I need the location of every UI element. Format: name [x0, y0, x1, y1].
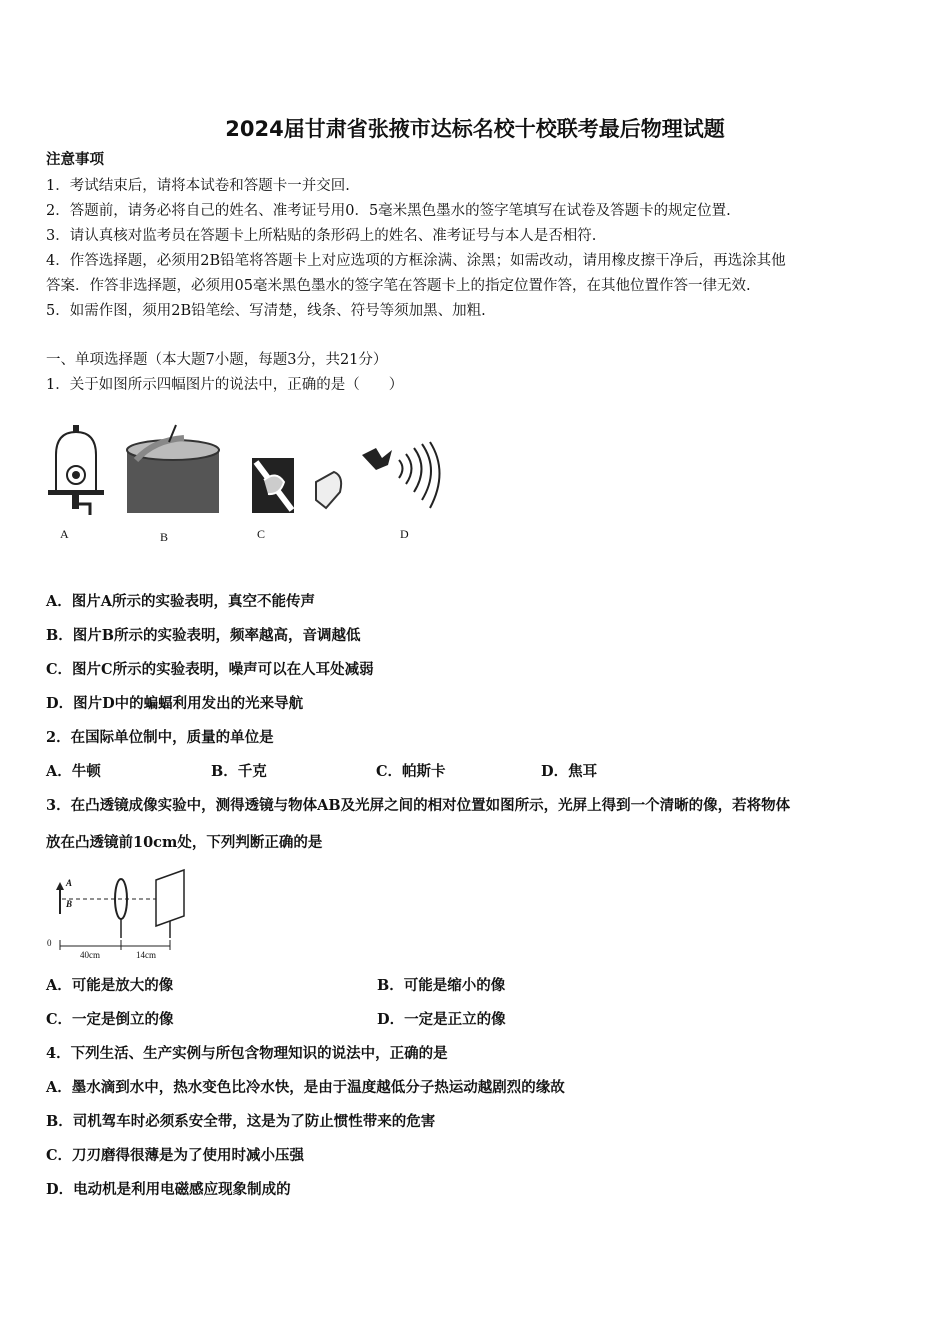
q1-option-d: D．图片D中的蝙蝠利用发出的光来导航 [46, 695, 304, 712]
figure-label-b: B [160, 530, 169, 544]
q2-option-d: D．焦耳 [541, 763, 598, 780]
q1-stem: 1．关于如图所示四幅图片的说法中，正确的是（ ） [46, 377, 404, 393]
notice-item: 1．考试结束后，请将本试卷和答题卡一并交回. [46, 178, 350, 194]
q3-option-b: B．可能是缩小的像 [377, 977, 506, 994]
q3-options-row1 [46, 976, 505, 996]
figure-label-d: D [400, 527, 409, 541]
q3-option-d: D．一定是正立的像 [377, 1011, 506, 1028]
q3-option-c: C．一定是倒立的像 [46, 1011, 174, 1028]
notice-heading: 注意事项 [46, 151, 104, 168]
q1-option-c: C．图片C所示的实验表明，噪声可以在人耳处减弱 [46, 661, 374, 678]
q2-option-c: C．帕斯卡 [376, 763, 446, 780]
notice-item: 2．答题前，请务必将自己的姓名、准考证号用0．5毫米黑色墨水的签字笔填写在试卷及答题卡的规定位置. [46, 203, 731, 219]
q3-stem-line1: 3．在凸透镜成像实验中，测得透镜与物体AB及光屏之间的相对位置如图所示，光屏上得到一个清晰的像，若将物体 [46, 797, 791, 814]
q4-stem: 4．下列生活、生产实例与所包含物理知识的说法中，正确的是 [46, 1045, 448, 1062]
ear-icon [252, 458, 341, 513]
q2-options [46, 762, 597, 782]
label-point-b: B [66, 899, 73, 909]
figure-label-c: C [257, 527, 266, 541]
notice-item: 4．作答选择题，必须用2B铅笔将答题卡上对应选项的方框涂满、涂黑；如需改动，请用橡皮擦干净后，再选涂其他 [46, 253, 786, 269]
q1-option-b: B．图片B所示的实验表明，频率越高，音调越低 [46, 627, 361, 644]
section-heading: 一、单项选择题（本大题7小题，每题3分，共21分） [46, 352, 388, 368]
q4-option-a: A．墨水滴到水中，热水变色比冷水快，是由于温度越低分子热运动越剧烈的缘故 [46, 1079, 565, 1096]
bell-jar-icon [48, 425, 104, 515]
label-distance-40: 40cm [80, 950, 100, 960]
page-title: 2024届甘肃省张掖市达标名校十校联考最后物理试题 [225, 117, 725, 141]
label-distance-14: 14cm [136, 950, 156, 960]
q3-option-a: A．可能是放大的像 [46, 977, 174, 994]
q1-figure [44, 420, 454, 550]
drum-icon [127, 425, 219, 513]
notice-item: 答案．作答非选择题，必须用05毫米黑色墨水的签字笔在答题卡上的指定位置作答，在其他位置作答一律无效. [46, 278, 751, 294]
q4-option-b: B．司机驾车时必须系安全带，这是为了防止惯性带来的危害 [46, 1113, 436, 1130]
q1-option-a: A．图片A所示的实验表明，真空不能传声 [46, 593, 315, 610]
q2-option-a: A．牛顿 [46, 763, 101, 780]
label-origin: 0 [47, 938, 52, 948]
notice-item: 3．请认真核对监考员在答题卡上所粘贴的条形码上的姓名、准考证号与本人是否相符. [46, 228, 597, 244]
q4-option-d: D．电动机是利用电磁感应现象制成的 [46, 1181, 291, 1198]
q4-option-c: C．刀刃磨得很薄是为了使用时减小压强 [46, 1147, 305, 1164]
notice-item: 5．如需作图，须用2B铅笔绘、写清楚，线条、符号等须加黑、加粗. [46, 303, 486, 319]
figure-label-a: A [60, 527, 69, 541]
label-point-a: A [66, 878, 73, 888]
q3-options-row2 [46, 1010, 506, 1030]
bat-icon [362, 442, 440, 508]
q2-option-b: B．千克 [211, 763, 267, 780]
q2-stem: 2．在国际单位制中，质量的单位是 [46, 729, 274, 746]
q3-stem-line2: 放在凸透镜前10cm处，下列判断正确的是 [46, 834, 323, 851]
